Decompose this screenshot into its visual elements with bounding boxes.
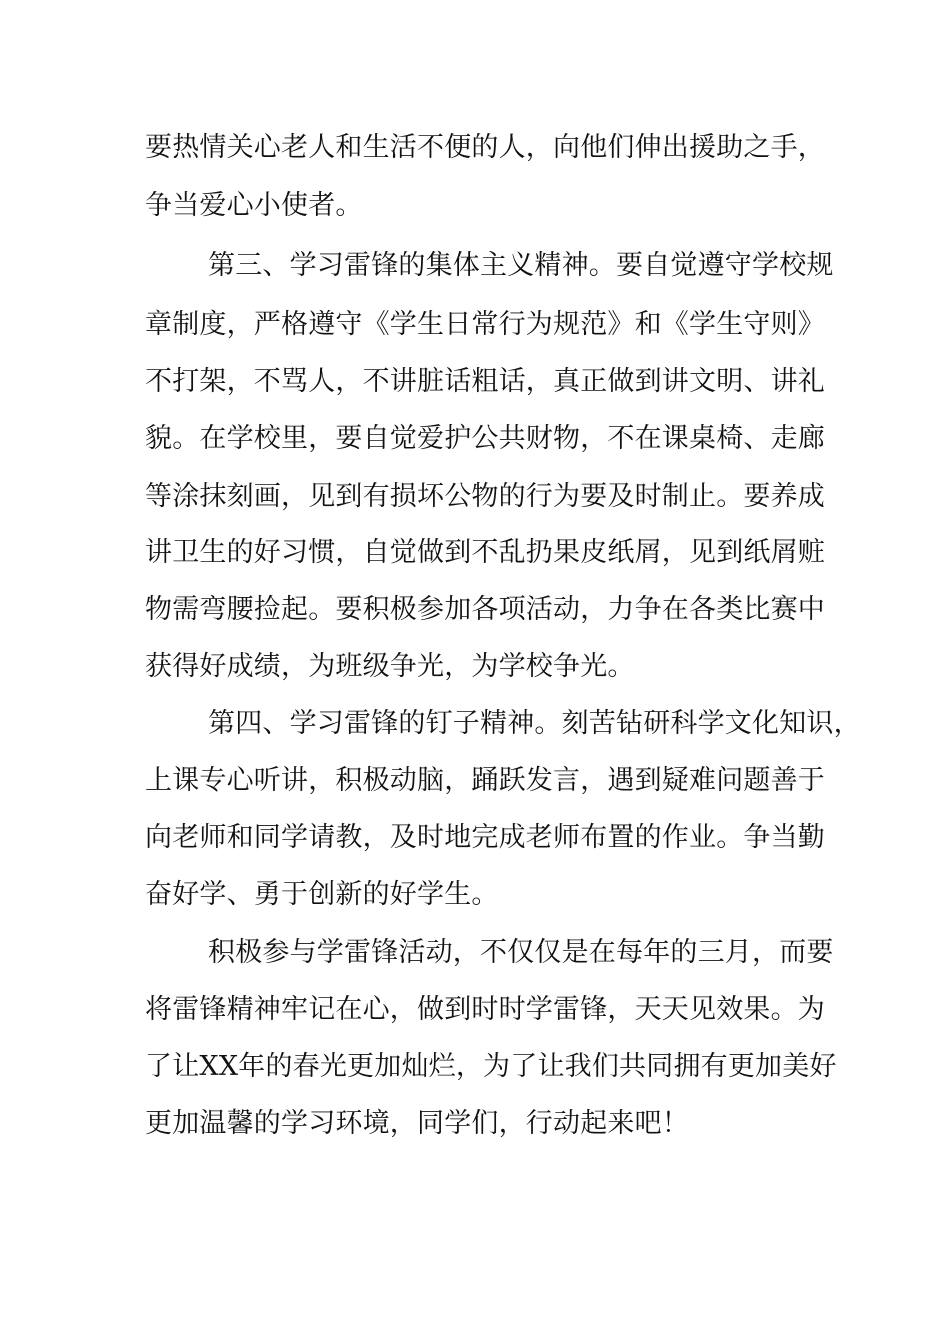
text-line: 章制度，严格遵守《学生日常行为规范》和《学生守则》 — [145, 309, 825, 340]
text-line: 讲卫生的好习惯，自觉做到不乱扔果皮纸屑，见到纸屑赃 — [145, 537, 825, 568]
text-line: 要热情关心老人和生活不便的人，向他们伸出援助之手， — [145, 132, 825, 163]
paragraph-3-first-line: 第三、学习雷锋的集体主义精神。要自觉遵守学校规 — [208, 250, 834, 281]
text-line: 争当爱心小使者。 — [145, 190, 363, 221]
text-line: 不打架，不骂人，不讲脏话粗话，真正做到讲文明、讲礼 — [145, 366, 825, 397]
text-line: 等涂抹刻画，见到有损坏公物的行为要及时制止。要养成 — [145, 481, 825, 512]
text-line: 奋好学、勇于创新的好学生。 — [145, 879, 499, 910]
text-line: 获得好成绩，为班级争光，为学校争光。 — [145, 651, 635, 682]
text-line: 将雷锋精神牢记在心，做到时时学雷锋，天天见效果。为 — [145, 994, 825, 1025]
text-line: 上课专心听讲，积极动脑，踊跃发言，遇到疑难问题善于 — [145, 765, 825, 796]
text-line: 更加温馨的学习环境，同学们，行动起来吧！ — [145, 1108, 689, 1139]
text-line: 物需弯腰捡起。要积极参加各项活动，力争在各类比赛中 — [145, 594, 825, 625]
text-line: 貌。在学校里，要自觉爱护公共财物，不在课桌椅、走廊 — [145, 423, 825, 454]
text-line: 向老师和同学请教，及时地完成老师布置的作业。争当勤 — [145, 822, 825, 853]
paragraph-4-first-line: 第四、学习雷锋的钉子精神。刻苦钻研科学文化知识， — [208, 708, 861, 739]
paragraph-5-first-line: 积极参与学雷锋活动，不仅仅是在每年的三月，而要 — [208, 937, 834, 968]
text-line: 了让XX年的春光更加灿烂，为了让我们共同拥有更加美好 — [145, 1051, 837, 1082]
